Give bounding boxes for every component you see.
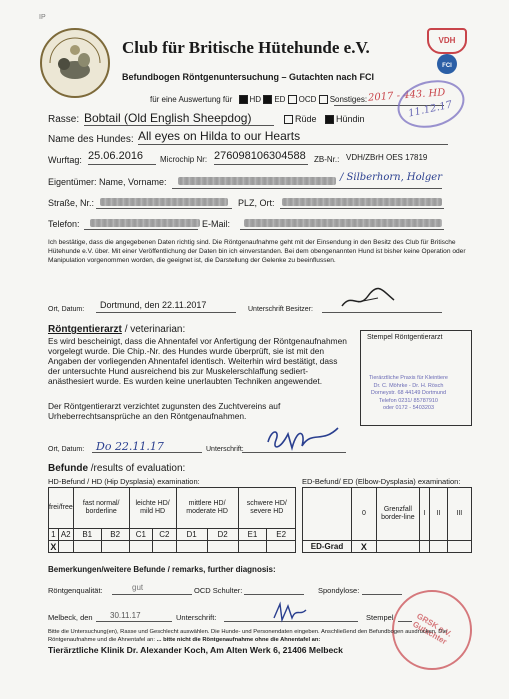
- vet-signature: [262, 420, 348, 454]
- footer-place-line: [96, 621, 172, 622]
- footer-place-label: Melbeck, den: [48, 613, 93, 622]
- hd-grade: 1: [49, 529, 59, 541]
- email-label: E-Mail:: [202, 219, 231, 229]
- hd-mark-cell: [101, 541, 129, 553]
- ed-header-i: I: [419, 488, 429, 541]
- footer-signature: [270, 600, 310, 624]
- ed-header-ii: II: [430, 488, 447, 541]
- ed-header-iii: III: [447, 488, 471, 541]
- owner-place-date-value: Dortmund, den 22.11.2017: [100, 300, 207, 310]
- vet-place-date-label: Ort, Datum:: [48, 446, 85, 453]
- ocd-checkbox[interactable]: [288, 95, 297, 104]
- hd-grade: B1: [73, 529, 101, 541]
- hd-checkbox[interactable]: [239, 95, 248, 104]
- vet-stamp-line: Dr. C. Möhrke - Dr. H. Rösch: [373, 382, 444, 389]
- results-heading-suffix: /results of evaluation:: [90, 463, 186, 474]
- footer-signature-label: Unterschrift:: [176, 613, 217, 622]
- quality-line: [112, 594, 192, 595]
- quality-label: Röntgenqualität:: [48, 586, 103, 595]
- vet-stamp-box: [360, 330, 472, 426]
- form-subtitle: Befundbogen Röntgenuntersuchung – Gutachten nach FCI: [122, 72, 374, 82]
- dog-name-line: [138, 144, 448, 145]
- hd-grade: C1: [129, 529, 152, 541]
- footer-place-value: 30.11.17: [110, 611, 141, 620]
- quality-value: gut: [132, 583, 144, 592]
- hd-mark-cell: [207, 541, 238, 553]
- hd-header-borderline: fast normal/ borderline: [73, 488, 129, 529]
- hd-option-label: HD: [249, 95, 262, 104]
- plz-label: PLZ, Ort:: [238, 198, 275, 208]
- plz-redacted: [282, 198, 442, 206]
- ocd-line: [244, 594, 304, 595]
- other-checkbox[interactable]: [319, 95, 328, 104]
- hd-grade: D2: [207, 529, 238, 541]
- vet-text: Es wird bescheinigt, dass die Ahnentafel vor Anfertigung der Röntgenaufnahmen vorgelegt wurde. Die Chip.-Nr. des Hundes wurde überprüft, sie ist mit den Angaben der vorliegenden Ahnentafel identisch. Weiterhin wird bestätigt, dass der untersuchte Hund ausreichend bis zur Muskelerschlaffung sediert-anästhesiert wurde. Es wurden keine unerlaubten Techniken angewendet.: [48, 336, 347, 386]
- zb-value: VDH/ZBrH OES 17819: [346, 153, 428, 162]
- vet-stamp-line: oder 0172 - 5403203: [382, 405, 435, 411]
- vet-stamp-line: Tierärztliche Praxis für Kleintiere: [369, 375, 448, 381]
- owner-handwritten: / Silberhorn, Holger: [340, 172, 442, 183]
- ed-mark-cell: [376, 541, 419, 553]
- ed-header-0: 0: [352, 488, 377, 541]
- corner-mark: IP: [39, 14, 46, 21]
- results-heading-row: [48, 463, 185, 474]
- owner-line: [172, 188, 442, 189]
- owner-declaration: Ich bestätige, dass die angegebenen Daten richtig sind. Die Röntgenaufnahme geht mit der Einsendung in den Besitz des Club für Britische Hütehunde e.V. über. Mit einer Veröffentlichung der Daten bin ich einverstanden. Bei dem obengenannten Hund ist bisher keine Operation oder Manipulation vorgenommen worden, die geeignet ist, die Darstellung der Gelenke zu beeinflussen.: [48, 239, 466, 264]
- vdh-logo: [427, 28, 467, 54]
- ed-mark: X: [352, 541, 377, 553]
- vet-text-copyright: Der Röntgentierarzt verzichtet zugunsten des Zuchtvereins auf Urheberrechtsansprüche an den Röntgenaufnahmen.: [48, 401, 281, 421]
- vet-stamp-line: Telefon 0231/ 85787910: [378, 397, 438, 404]
- breed-label: Rasse:: [48, 114, 80, 125]
- ed-option-label: ED: [274, 95, 286, 104]
- sex-options: [284, 114, 365, 124]
- hd-table-label: HD-Befund / HD (Hip Dysplasia) examination:: [48, 477, 200, 486]
- hd-grade: C2: [153, 529, 176, 541]
- vet-heading: Röntgentierarzt: [48, 324, 122, 335]
- male-checkbox[interactable]: [284, 115, 293, 124]
- female-label: Hündin: [336, 114, 365, 124]
- phone-line: [84, 229, 198, 230]
- vet-heading-suffix: / veterinarian:: [124, 324, 186, 335]
- zb-label: ZB-Nr.:: [314, 155, 340, 164]
- owner-signature: [338, 286, 398, 314]
- eval-prefix: für eine Auswertung für: [150, 95, 233, 104]
- footer-note-text: Bitte die Untersuchung(en), Rasse und Geschlecht auswählen. Die Hunde- und Personendaten eingeben. Anschließend den Befundbogen ausdrucken. Die Röntgenaufnahme und die Ahnentafel an:: [48, 629, 447, 643]
- results-heading: Befunde: [48, 463, 88, 474]
- owner-place-date-label: Ort, Datum:: [48, 306, 85, 313]
- ed-grade-spacer: [303, 488, 352, 541]
- spondy-line: [362, 594, 402, 595]
- vet-place-date-line: [92, 452, 202, 453]
- vet-stamp-title: Stempel Röntgentierarzt: [367, 334, 443, 341]
- hd-header-severe: schwere HD/ severe HD: [238, 488, 295, 529]
- hd-mark-cell: [238, 541, 267, 553]
- hd-grade: A2: [58, 529, 73, 541]
- owner-label: Eigentümer: Name, Vorname:: [48, 177, 167, 187]
- chip-label: Microchip Nr:: [160, 155, 208, 164]
- female-checkbox[interactable]: [325, 115, 334, 124]
- breed-value: Bobtail (Old English Sheepdog): [84, 111, 252, 125]
- owner-place-date-line: [96, 312, 236, 313]
- street-redacted: [100, 198, 228, 206]
- club-title: Club für Britische Hütehunde e.V.: [122, 38, 370, 57]
- hd-mark-cell: [73, 541, 101, 553]
- received-stamp-date: 11.12.17: [407, 99, 454, 120]
- other-option-label: Sonstiges:: [329, 95, 368, 104]
- male-label: Rüde: [295, 114, 317, 124]
- street-label: Straße, Nr.:: [48, 198, 95, 208]
- chip-line: [214, 164, 308, 165]
- hd-mark-cell: [129, 541, 152, 553]
- hd-grade: E2: [267, 529, 296, 541]
- vet-stamp-text: [369, 375, 448, 413]
- plz-line: [280, 208, 444, 209]
- street-line: [96, 208, 232, 209]
- footer-note-bold: ... bitte nicht die Röntgenaufnahme ohne die Ahnentafel an:: [156, 636, 321, 643]
- fci-logo: [437, 54, 457, 74]
- vet-stamp-line: Dorneystr. 68 44149 Dortmund: [370, 390, 447, 396]
- vet-heading-row: [48, 324, 185, 335]
- owner-signature-label: Unterschrift Besitzer:: [248, 306, 313, 313]
- vet-signature-label: Unterschrift:: [206, 446, 244, 453]
- breed-line: [84, 125, 274, 126]
- chip-value: 276098106304588: [214, 150, 306, 162]
- phone-redacted: [90, 219, 200, 227]
- grsk-stamp-text: GRSK e.V. Gutachter: [411, 611, 454, 647]
- ocd-option-label: OCD: [298, 95, 317, 104]
- ed-table: [302, 487, 472, 553]
- hd-mark-cell: [58, 541, 73, 553]
- footer-stamp-label: Stempel: [366, 613, 394, 622]
- vet-place-date-value: Do 22.11.17: [96, 440, 164, 453]
- ed-mark-cell: [430, 541, 447, 553]
- hd-header-free: frei/free: [49, 488, 74, 529]
- hd-grade: D1: [176, 529, 207, 541]
- eval-row: [150, 95, 367, 104]
- email-redacted: [244, 219, 442, 227]
- ocd-label: OCD Schulter:: [194, 586, 243, 595]
- whelp-value: 25.06.2016: [88, 150, 144, 162]
- hd-mark-cell: [176, 541, 207, 553]
- email-line: [240, 229, 444, 230]
- vdh-label: VDH: [438, 36, 456, 45]
- whelp-label: Wurftag:: [48, 155, 82, 165]
- hd-grade: B2: [101, 529, 129, 541]
- footer-address: Tierärztliche Klinik Dr. Alexander Koch, Am Alten Werk 6, 21406 Melbeck: [48, 645, 343, 655]
- owner-redacted: [178, 177, 336, 185]
- hd-mark-cell: [153, 541, 176, 553]
- dog-name-value: All eyes on Hilda to our Hearts: [138, 129, 301, 143]
- ed-mark-cell: [447, 541, 471, 553]
- club-logo: [40, 28, 110, 98]
- hd-header-mild: leichte HD/ mild HD: [129, 488, 176, 529]
- phone-label: Telefon:: [48, 219, 80, 229]
- eval-handwritten: 2017 - 443. HD: [367, 87, 446, 104]
- hd-mark: X: [50, 541, 57, 552]
- footer-note: [48, 629, 468, 644]
- remarks-label: Bemerkungen/weitere Befunde / remarks, further diagnosis:: [48, 565, 276, 574]
- ed-table-label: ED-Befund/ ED (Elbow-Dysplasia) examination:: [302, 477, 461, 486]
- hd-header-moderate: mittlere HD/ moderate HD: [176, 488, 238, 529]
- ed-mark-cell: [419, 541, 429, 553]
- spondy-label: Spondylose:: [318, 586, 360, 595]
- fci-label: FCI: [442, 63, 452, 69]
- ed-header-borderline: Grenzfall border-line: [376, 488, 419, 541]
- dog-name-label: Name des Hundes:: [48, 134, 134, 145]
- ed-grade-label: ED-Grad: [303, 541, 352, 553]
- hd-mark-cell: [267, 541, 296, 553]
- ed-checkbox[interactable]: [263, 95, 272, 104]
- sheepdog-icon: [42, 30, 108, 96]
- hd-table: [48, 487, 296, 553]
- hd-grade: E1: [238, 529, 267, 541]
- whelp-line: [88, 164, 156, 165]
